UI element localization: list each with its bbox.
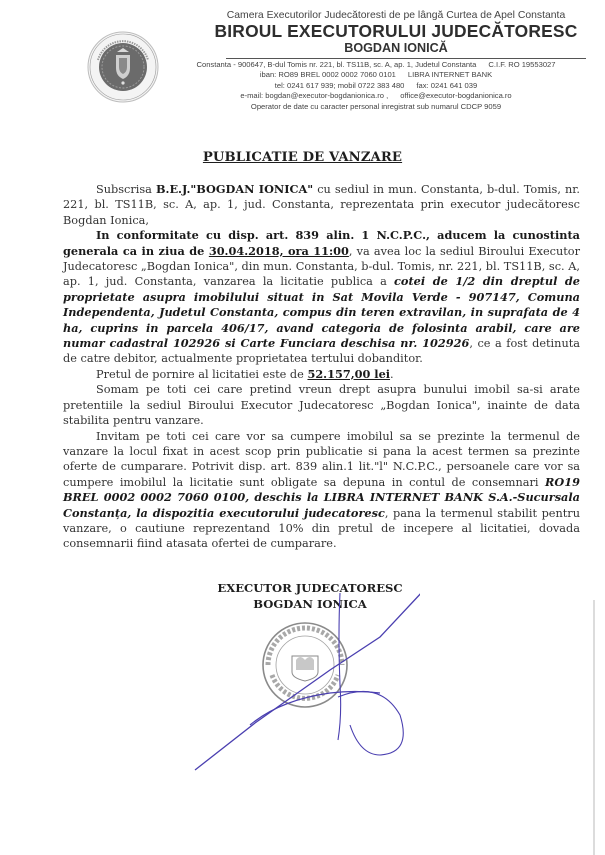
signer-name: BOGDAN IONICA [253, 596, 367, 611]
page-edge-line [593, 600, 595, 855]
legal-basis-bold: In conformitate cu disp. art. 839 alin. 1 N.C.P.C., aducem la cunostinta generala ca in ziua de [63, 228, 580, 258]
office-name: BIROUL EXECUTORULUI JUDECĂTORESC [214, 21, 578, 41]
text: cu sediul in mun. Constanta, b-dul. Tomis, nr. 221, bl. TS11B, sc. A, ap. 1, jud. Constanta, reprezentata prin executor judecătoresc Bogdan Ionica, [63, 183, 580, 227]
address: Constanta - 900647, B-dul Tomis nr. 221, bl. TS11B, sc. A, ap. 1, Judetul Constanta [196, 60, 477, 69]
email-2[interactable]: office@executor-bogdanionica.ro [400, 91, 512, 101]
text: Subscrisa [96, 183, 156, 196]
signature-area [63, 580, 580, 780]
text: Invitam pe toti cei care vor sa cumpere imobilul sa se prezinte la termenul de vanzare la locul fixat in acest scop prin publicatie si pana la acest termen sa prezinte oferte de cumparare. Potrivit disp. art. 839 alin.1 lit."l" N.C.P.C., persoanele care vor sa cumpere imobilul la licitatie sunt obligate sa depuna in contul de consemnari [63, 429, 580, 489]
paragraph-invitation [63, 429, 580, 552]
phones: tel: 0241 617 939; mobil 0722 383 480 [274, 80, 405, 90]
email-line [166, 91, 586, 101]
bank-name: LIBRA INTERNET BANK [407, 70, 493, 80]
email-1[interactable]: bogdan@executor-bogdanionica.ro , [265, 91, 389, 101]
paragraph-auction [63, 228, 580, 367]
bailiff-office-bold: B.E.J."BOGDAN IONICA" [155, 182, 314, 196]
property-description: cotei de 1/2 din dreptul de proprietate asupra imobilului situat in Sat Movila Verde - 907147, Comuna Independenta, Judetul Constanta, compus din teren extravilan, in suprafata de 4 ha, cuprins in parcela 406/17, avand categoria de folosinta arabil, care are numar cadastral 102926 si Carte Funciara deschisa nr. 102926 [63, 274, 580, 351]
signer-role: EXECUTOR JUDECATORESC [217, 580, 403, 595]
header-rule [226, 58, 586, 59]
paragraph-price [63, 367, 580, 382]
text: Pretul de pornire al licitatiei este de [96, 367, 308, 381]
bailiff-name: BOGDAN IONICĂ [344, 41, 448, 55]
paragraph-summons: Somam pe toti cei care pretind vreun drept asupra bunului imobil sa-si arate pretentiile la sediul Biroului Executor Judecatoresc „Bogdan Ionica", inainte de data stabilita pentru vanzare. [63, 383, 580, 428]
official-stamp-icon [260, 620, 350, 710]
document-title: PUBLICATIE DE VANZARE [202, 150, 403, 165]
operator-line: Operator de date cu caracter personal inregistrat sub numarul CDCP 9059 [250, 101, 502, 111]
cif: C.I.F. RO 19553027 [488, 60, 556, 69]
fax: fax: 0241 641 039 [416, 80, 478, 90]
chamber-name: Camera Executorilor Judecătoresti de pe lângă Curtea de Apel Constanta [226, 10, 566, 21]
address-line [166, 60, 586, 70]
signature-block [180, 580, 440, 612]
iban: iban: RO89 BREL 0002 0002 7060 0101 [259, 70, 396, 80]
paragraph-intro [63, 182, 580, 228]
text: . [390, 367, 394, 381]
text: , pana la termenul stabilit pentru vanzare, o cautiune reprezentand 10% din pretul de incepere al licitatiei, dovada consemnarii fiind atasata ofertei de cumparare. [63, 506, 580, 551]
text: , ce a fost detinuta de catre debitor, actualmente proprietatea tertului dobanditor. [63, 337, 581, 366]
deposit-account: RO19 BREL 0002 0002 7060 0100, deschis la LIBRA INTERNET BANK S.A.-Sucursala Constanța, la dispozitia executorului judecatoresc [63, 474, 580, 520]
bank-line [166, 70, 586, 80]
letterhead [166, 9, 586, 112]
starting-price: 52.157,00 lei [307, 366, 391, 381]
document-body [63, 182, 580, 780]
phone-line [166, 81, 586, 91]
auction-date: 30.04.2018, ora 11:00 [208, 243, 349, 258]
email-label: e-mail: [240, 91, 264, 101]
emblem-logo-icon [86, 30, 160, 104]
text: , va avea loc la sediul Biroului Executor Judecatoresc „Bogdan Ionica", din mun. Constanta, b-dul. Tomis, nr. 221, bl. TS11B, sc. A, ap. 1, jud. Constanta, vanzarea la licitatie publica a [63, 244, 580, 289]
